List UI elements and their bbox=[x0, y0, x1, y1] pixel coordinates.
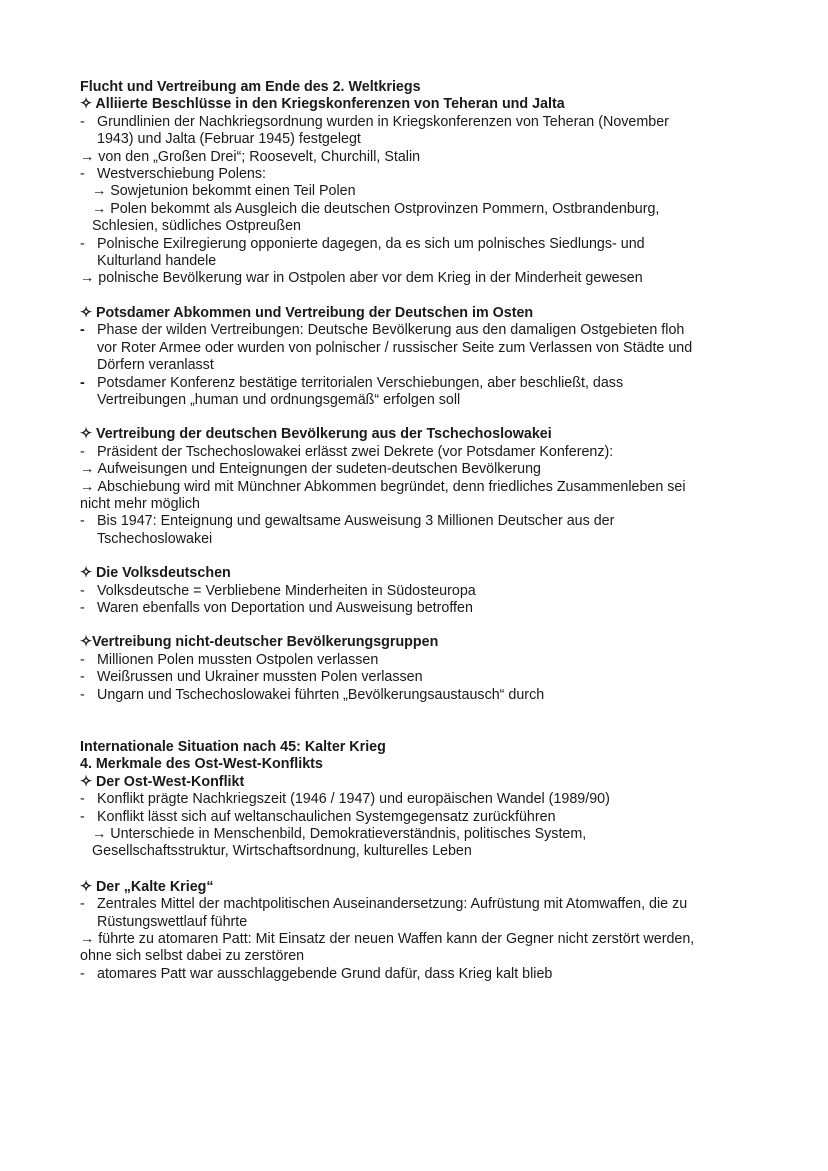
text-line: Vertreibungen „human und ordnungsgemäß“ erfolgen soll bbox=[97, 391, 461, 408]
arrow-line: → Unterschiede in Menschenbild, Demokratieverständnis, politisches System, bbox=[92, 826, 587, 843]
text-line: Zentrales Mittel der machtpolitischen Auseinandersetzung: Aufrüstung mit Atomwaffen, die zu bbox=[97, 896, 688, 913]
text-line: Gesellschaftsstruktur, Wirtschaftsordnung, kulturelles Leben bbox=[92, 843, 472, 860]
text-line: atomares Patt war ausschlaggebende Grund dafür, dass Krieg kalt blieb bbox=[97, 965, 553, 982]
arrow-line: → Polen bekommt als Ausgleich die deutschen Ostprovinzen Pommern, Ostbrandenburg, bbox=[92, 200, 660, 217]
text-line: Westverschiebung Polens: bbox=[97, 166, 267, 183]
bullet-dash: - bbox=[80, 513, 85, 530]
text-line: Konflikt prägte Nachkriegszeit (1946 / 1947) und europäischen Wandel (1989/90) bbox=[97, 791, 610, 808]
text-line: Grundlinien der Nachkriegsordnung wurden in Kriegskonferenzen von Teheran (November bbox=[97, 113, 669, 130]
bullet-dash: - bbox=[80, 235, 85, 252]
arrow-line: → Aufweisungen und Enteignungen der sudeten-deutschen Bevölkerung bbox=[80, 461, 542, 478]
text-line: Konflikt lässt sich auf weltanschaulichen Systemgegensatz zurückführen bbox=[97, 808, 556, 825]
text-line: Dörfern veranlasst bbox=[97, 357, 214, 374]
section-title: Internationale Situation nach 45: Kalter Krieg bbox=[80, 739, 386, 755]
bullet-dash: - bbox=[80, 669, 85, 686]
text-line: 1943) und Jalta (Februar 1945) festgelegt bbox=[97, 131, 361, 148]
text-line: Präsident der Tschechoslowakei erlässt zwei Dekrete (vor Potsdamer Konferenz): bbox=[97, 443, 614, 460]
bullet-dash: - bbox=[80, 166, 85, 183]
text-line: Waren ebenfalls von Deportation und Ausweisung betroffen bbox=[97, 599, 473, 616]
text-line: Millionen Polen mussten Ostpolen verlassen bbox=[97, 651, 379, 668]
bullet-dash: - bbox=[80, 113, 85, 130]
bullet-dash: - bbox=[80, 965, 85, 982]
bullet-dash: - bbox=[80, 443, 85, 460]
text-line: Kulturland handele bbox=[97, 253, 217, 270]
subheading: ✧ Der „Kalte Krieg“ bbox=[80, 878, 214, 895]
subheading: ✧ Alliierte Beschlüsse in den Kriegskonferenzen von Teheran und Jalta bbox=[80, 96, 565, 113]
text-line: Ungarn und Tschechoslowakei führten „Bevölkerungsaustausch“ durch bbox=[97, 686, 545, 703]
bullet-dash: - bbox=[80, 808, 85, 825]
list-item bbox=[80, 114, 760, 149]
arrow-line: → Abschiebung wird mit Münchner Abkommen begründet, denn friedliches Zusammenleben sei bbox=[80, 478, 686, 495]
bullet-dash: - bbox=[80, 599, 85, 616]
text-line: Phase der wilden Vertreibungen: Deutsche Bevölkerung aus den damaligen Ostgebieten floh bbox=[97, 322, 685, 339]
list-item bbox=[80, 236, 760, 271]
text-line: nicht mehr möglich bbox=[80, 495, 200, 512]
subheading: ✧ Potsdamer Abkommen und Vertreibung der Deutschen im Osten bbox=[80, 304, 534, 321]
list-item bbox=[80, 513, 760, 548]
arrow-line: → polnische Bevölkerung war in Ostpolen aber vor dem Krieg in der Minderheit gewesen bbox=[80, 270, 643, 287]
text-line: Volksdeutsche = Verbliebene Minderheiten in Südosteuropa bbox=[97, 582, 476, 599]
bullet-dash: - bbox=[80, 374, 85, 391]
text-line: ohne sich selbst dabei zu zerstören bbox=[80, 948, 305, 965]
text-line: vor Roter Armee oder wurden von polnischer / russischer Seite zum Verlassen von Städte und bbox=[97, 339, 693, 356]
text-line: Schlesien, südliches Ostpreußen bbox=[92, 218, 302, 235]
text-line: Bis 1947: Enteignung und gewaltsame Ausweisung 3 Millionen Deutscher aus der bbox=[97, 513, 615, 530]
bullet-dash: - bbox=[80, 582, 85, 599]
arrow-line: → führte zu atomaren Patt: Mit Einsatz der neuen Waffen kann der Gegner nicht zerstört werden, bbox=[80, 931, 695, 948]
list-item bbox=[80, 375, 760, 410]
text-line: Weißrussen und Ukrainer mussten Polen verlassen bbox=[97, 669, 423, 686]
bullet-dash: - bbox=[80, 651, 85, 668]
subheading: ✧ Der Ost-West-Konflikt bbox=[80, 773, 245, 790]
bullet-dash: - bbox=[80, 322, 85, 339]
list-item bbox=[80, 322, 760, 374]
section-title: Flucht und Vertreibung am Ende des 2. Weltkriegs bbox=[80, 79, 421, 95]
section-subtitle: 4. Merkmale des Ost-West-Konflikts bbox=[80, 756, 323, 773]
arrow-line: → von den „Großen Drei“; Roosevelt, Churchill, Stalin bbox=[80, 148, 421, 165]
text-line: Rüstungswettlauf führte bbox=[97, 913, 248, 930]
subheading: ✧Vertreibung nicht-deutscher Bevölkerungsgruppen bbox=[80, 634, 439, 651]
text-line: Polnische Exilregierung opponierte dagegen, da es sich um polnisches Siedlungs- und bbox=[97, 235, 645, 252]
text-line: Potsdamer Konferenz bestätige territorialen Verschiebungen, aber beschließt, dass bbox=[97, 374, 624, 391]
subheading: ✧ Die Volksdeutschen bbox=[80, 565, 231, 582]
bullet-dash: - bbox=[80, 791, 85, 808]
list-item bbox=[80, 896, 760, 931]
arrow-line: → Sowjetunion bekommt einen Teil Polen bbox=[92, 183, 356, 200]
text-line: Tschechoslowakei bbox=[97, 530, 213, 547]
subheading: ✧ Vertreibung der deutschen Bevölkerung aus der Tschechoslowakei bbox=[80, 426, 552, 443]
document-page bbox=[80, 79, 760, 983]
bullet-dash: - bbox=[80, 896, 85, 913]
bullet-dash: - bbox=[80, 686, 85, 703]
